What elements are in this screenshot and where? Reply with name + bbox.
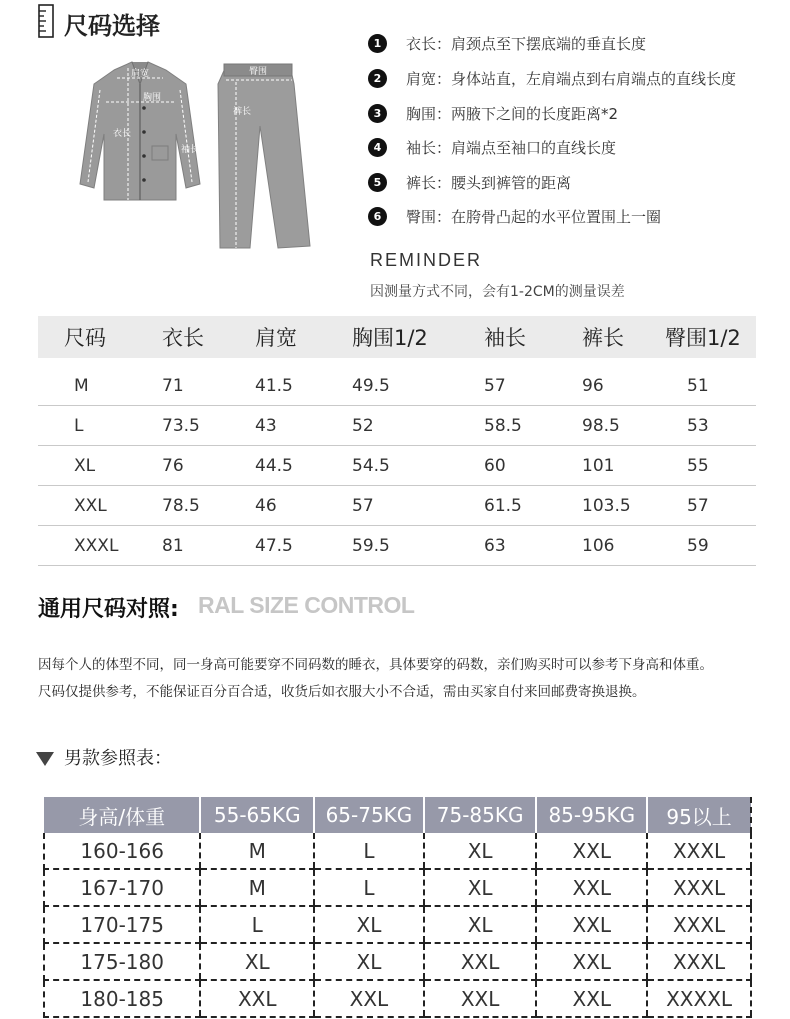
men-cell: XXL [536,980,647,1017]
men-cell: XL [424,906,537,943]
disclaimer-paragraph: 尺码仅提供参考，不能保证百分百合适，收货后如衣服大小不合适，需由买家自付来回邮费寄换退换。 [38,684,646,700]
table-row [44,869,751,906]
size-cell: 44.5 [255,446,352,486]
size-cell: XXXL [38,526,162,566]
legend-text: 肩宽：身体站直，左肩端点到右肩端点的直线长度 [406,70,737,88]
size-cell: XXL [38,486,162,526]
table-row [38,526,756,566]
size-header-cell: 袖长 [484,326,526,350]
men-cell: XL [424,869,537,906]
men-table-header [44,797,751,833]
men-cell: XXL [424,943,537,980]
size-cell: XL [38,446,162,486]
size-header-cell: 衣长 [162,326,204,350]
men-header-cell: 55-65KG [200,797,314,833]
men-cell: L [314,833,424,869]
men-cell: XXXL [647,869,751,906]
men-cell: XXL [536,833,647,869]
sleeve-label: 袖长 [180,145,200,155]
men-cell: L [314,869,424,906]
size-cell: 59 [665,526,756,566]
men-table-label [36,744,172,770]
reminder-title: REMINDER [370,250,483,270]
size-cell: 46 [255,486,352,526]
men-cell: XXL [536,906,647,943]
general-size-subtitle: RAL SIZE CONTROL [198,592,415,618]
size-header-cell: 胸围1/2 [352,326,428,350]
men-cell: 160-166 [44,833,200,869]
number-3-icon: 3 [368,104,387,123]
men-cell: XL [424,833,537,869]
men-cell: XL [314,943,424,980]
pants-image [218,64,310,248]
size-cell: 52 [352,406,484,446]
men-header-cell: 65-75KG [314,797,424,833]
men-cell: 167-170 [44,869,200,906]
men-cell: XXL [424,980,537,1017]
size-cell: 59.5 [352,526,484,566]
size-cell: 57 [352,486,484,526]
legend-text: 裤长：腰头到裤管的距离 [406,174,572,192]
size-table [38,316,756,566]
men-cell: XXXL [647,906,751,943]
triangle-down-icon [36,752,54,766]
hip-label: 臀围 [248,67,268,77]
size-cell: 60 [484,446,582,486]
size-cell: 101 [582,446,665,486]
men-cell: 180-185 [44,980,200,1017]
size-cell: 61.5 [484,486,582,526]
men-table-label-text: 男款参照表： [64,748,172,769]
size-cell: 106 [582,526,665,566]
size-cell: L [38,406,162,446]
legend-text: 胸围：两腋下之间的长度距离*2 [406,105,619,123]
pajama-illustration [64,54,318,260]
size-cell: 81 [162,526,255,566]
size-cell: 78.5 [162,486,255,526]
number-2-icon: 2 [368,69,387,88]
size-table-header [38,316,756,358]
size-cell: 98.5 [582,406,665,446]
table-row [38,446,756,486]
men-cell: 175-180 [44,943,200,980]
table-row [38,406,756,446]
men-cell: XXL [536,869,647,906]
size-cell: 73.5 [162,406,255,446]
size-cell: 57 [665,486,756,526]
men-cell: XL [314,906,424,943]
table-row [38,366,756,406]
size-cell: 54.5 [352,446,484,486]
general-size-title: 通用尺码对照: [38,597,179,622]
table-row [44,980,751,1017]
men-cell: M [200,869,314,906]
size-header-cell: 尺码 [64,326,106,350]
men-cell: XXXL [647,943,751,980]
size-header-cell: 肩宽 [255,326,297,350]
page-title: 尺码选择 [64,12,160,40]
men-cell: XXL [314,980,424,1017]
men-cell: 170-175 [44,906,200,943]
pants-length-label: 裤长 [232,107,252,117]
table-row [44,833,751,869]
reminder-text: 因测量方式不同，会有1-2CM的测量误差 [370,284,625,300]
size-cell: 57 [484,366,582,406]
size-cell: 103.5 [582,486,665,526]
size-cell: 58.5 [484,406,582,446]
men-cell: XXL [536,943,647,980]
men-cell: XXL [200,980,314,1017]
number-6-icon: 6 [368,207,387,226]
size-cell: 63 [484,526,582,566]
size-cell: 41.5 [255,366,352,406]
size-cell: 76 [162,446,255,486]
size-cell: 55 [665,446,756,486]
table-row [38,486,756,526]
size-cell: 47.5 [255,526,352,566]
men-header-cell: 75-85KG [424,797,537,833]
men-cell: XXXXL [647,980,751,1017]
men-header-cell: 身高/体重 [44,797,200,833]
legend-text: 袖长：肩端点至袖口的直线长度 [406,139,617,157]
size-cell: 43 [255,406,352,446]
men-size-table [43,797,752,1018]
men-cell: M [200,833,314,869]
description-paragraph: 因每个人的体型不同，同一身高可能要穿不同码数的睡衣，具体要穿的码数，亲们购买时可以参考下身高和体重。 [38,657,713,673]
legend-text: 衣长：肩颈点至下摆底端的垂直长度 [406,35,647,53]
size-cell: 53 [665,406,756,446]
men-header-cell: 95以上 [647,797,751,833]
ruler-icon [38,4,54,38]
men-cell: XXXL [647,833,751,869]
table-row [44,943,751,980]
size-cell: 96 [582,366,665,406]
men-cell: L [200,906,314,943]
size-cell: M [38,366,162,406]
size-cell: 71 [162,366,255,406]
size-cell: 49.5 [352,366,484,406]
size-header-cell: 裤长 [582,326,624,350]
number-1-icon: 1 [368,34,387,53]
length-label: 衣长 [112,129,132,139]
number-4-icon: 4 [368,138,387,157]
men-cell: XL [200,943,314,980]
legend-text: 臀围：在胯骨凸起的水平位置围上一圈 [406,208,662,226]
men-header-cell: 85-95KG [536,797,647,833]
shoulder-label: 肩宽 [130,69,150,79]
size-cell: 51 [665,366,756,406]
size-header-cell: 臀围1/2 [665,326,741,350]
number-5-icon: 5 [368,173,387,192]
chest-label: 胸围 [142,93,162,103]
table-row [44,906,751,943]
shirt-image [80,62,200,200]
